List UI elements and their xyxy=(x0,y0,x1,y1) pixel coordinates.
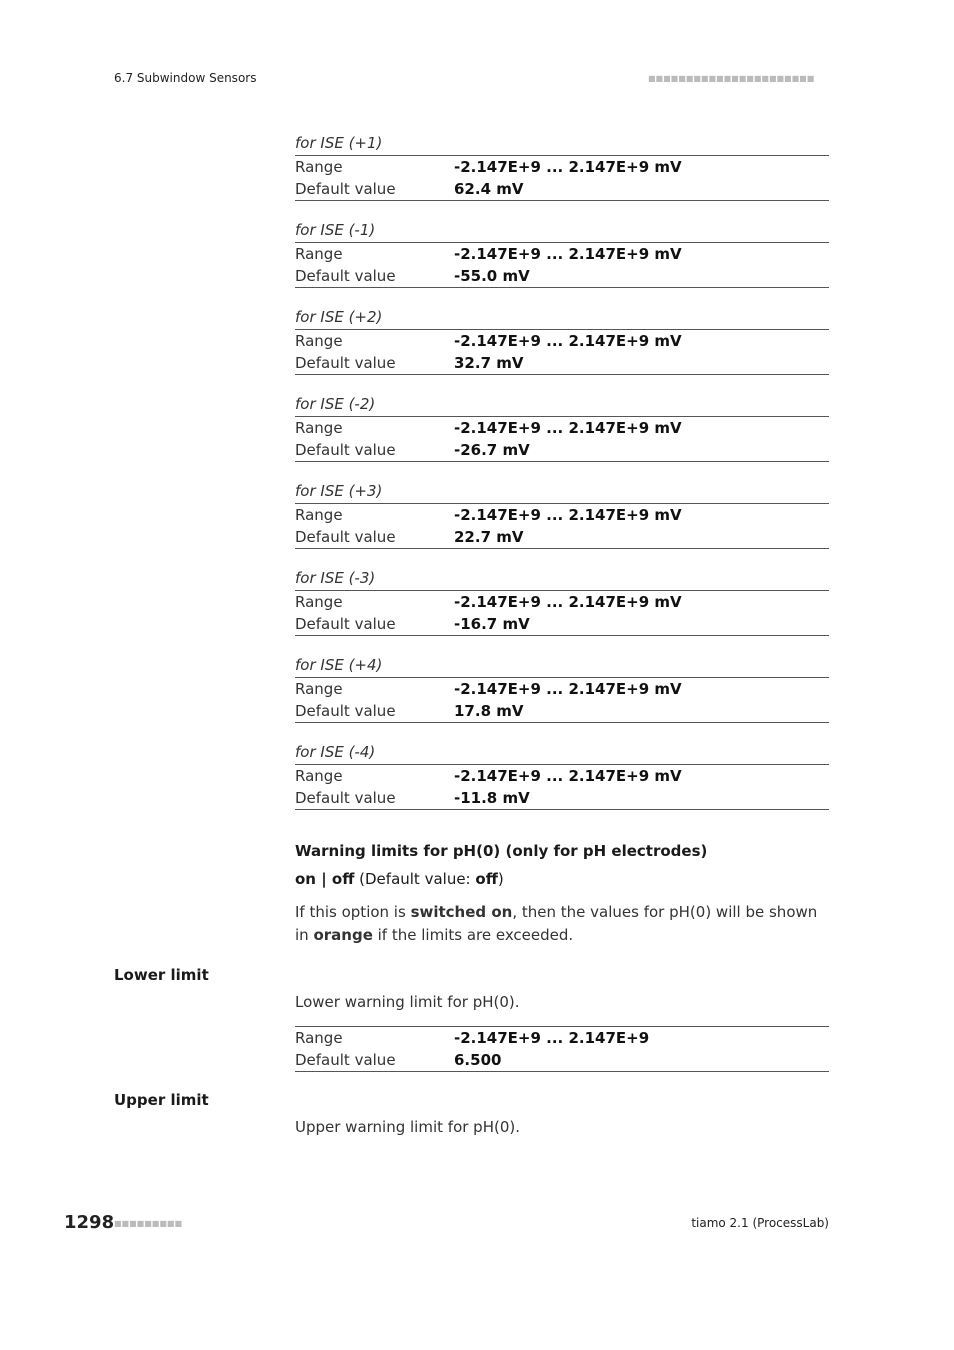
default-value: -11.8 mV xyxy=(454,789,530,807)
range-value: -2.147E+9 ... 2.147E+9 xyxy=(454,1029,650,1047)
default-row xyxy=(295,1049,829,1072)
range-row xyxy=(295,156,829,178)
upper-limit-description: Upper warning limit for pH(0). xyxy=(295,1118,520,1136)
para-text: If this option is xyxy=(295,903,411,921)
default-label: Default value xyxy=(295,180,396,198)
default-label: Default value xyxy=(295,615,396,633)
ise-table xyxy=(295,567,829,636)
para-text: , then the values for pH(0) will be shown in xyxy=(295,903,818,944)
range-label: Range xyxy=(295,593,343,611)
default-row xyxy=(295,613,829,636)
ise-table-title: for ISE (+4) xyxy=(295,654,829,678)
default-row xyxy=(295,700,829,723)
range-row xyxy=(295,417,829,439)
para-text: if the limits are exceeded. xyxy=(372,926,574,944)
range-value: -2.147E+9 ... 2.147E+9 mV xyxy=(454,680,682,698)
default-suffix: ) xyxy=(497,870,504,888)
range-value: -2.147E+9 ... 2.147E+9 mV xyxy=(454,332,682,350)
ise-table-title: for ISE (-3) xyxy=(295,567,829,591)
warning-options xyxy=(295,870,504,888)
default-value: 17.8 mV xyxy=(454,702,524,720)
para-bold: orange xyxy=(313,926,373,944)
range-label: Range xyxy=(295,767,343,785)
range-value: -2.147E+9 ... 2.147E+9 mV xyxy=(454,767,682,785)
default-row xyxy=(295,265,829,288)
option-separator: | xyxy=(315,870,332,888)
ise-table xyxy=(295,393,829,462)
default-label: Default value xyxy=(295,441,396,459)
ise-table-title: for ISE (+1) xyxy=(295,132,829,156)
ise-table-title: for ISE (-1) xyxy=(295,219,829,243)
ise-table-title: for ISE (-2) xyxy=(295,393,829,417)
default-label: Default value xyxy=(295,354,396,372)
ise-parameter-tables xyxy=(295,132,829,828)
ise-table xyxy=(295,480,829,549)
lower-limit-description: Lower warning limit for pH(0). xyxy=(295,993,520,1011)
default-row xyxy=(295,526,829,549)
default-label: Default value xyxy=(295,267,396,285)
default-value: -26.7 mV xyxy=(454,441,530,459)
range-label: Range xyxy=(295,1029,343,1047)
ise-table-title: for ISE (-4) xyxy=(295,741,829,765)
ise-table xyxy=(295,654,829,723)
ise-table xyxy=(295,741,829,810)
default-label: Default value xyxy=(295,789,396,807)
range-value: -2.147E+9 ... 2.147E+9 mV xyxy=(454,506,682,524)
warning-description xyxy=(295,901,829,947)
footer-decoration: ■■■■■■■■■ xyxy=(114,1219,183,1228)
option-off: off xyxy=(331,870,355,888)
default-value: -16.7 mV xyxy=(454,615,530,633)
range-value: -2.147E+9 ... 2.147E+9 mV xyxy=(454,419,682,437)
default-value: 32.7 mV xyxy=(454,354,524,372)
ise-table-title: for ISE (+3) xyxy=(295,480,829,504)
default-value: 22.7 mV xyxy=(454,528,524,546)
range-row xyxy=(295,678,829,700)
default-label: Default value xyxy=(295,702,396,720)
option-on: on xyxy=(295,870,316,888)
default-label: Default value xyxy=(295,528,396,546)
range-row xyxy=(295,330,829,352)
default-option-value: off xyxy=(475,870,498,888)
para-bold: switched on xyxy=(410,903,513,921)
ise-table-title: for ISE (+2) xyxy=(295,306,829,330)
range-row xyxy=(295,765,829,787)
default-label: Default value xyxy=(295,1051,396,1069)
range-label: Range xyxy=(295,680,343,698)
range-value: -2.147E+9 ... 2.147E+9 mV xyxy=(454,158,682,176)
warning-limits-title: Warning limits for pH(0) (only for pH electrodes) xyxy=(295,842,708,860)
page-number: 1298 xyxy=(64,1212,115,1233)
ise-table xyxy=(295,132,829,201)
ise-table xyxy=(295,306,829,375)
range-row xyxy=(295,504,829,526)
range-label: Range xyxy=(295,158,343,176)
lower-limit-heading: Lower limit xyxy=(114,966,209,984)
default-prefix: (Default value: xyxy=(354,870,476,888)
range-row xyxy=(295,1027,829,1049)
range-row xyxy=(295,591,829,613)
range-label: Range xyxy=(295,245,343,263)
default-row xyxy=(295,439,829,462)
range-value: -2.147E+9 ... 2.147E+9 mV xyxy=(454,245,682,263)
running-header-section: 6.7 Subwindow Sensors xyxy=(114,71,257,85)
lower-limit-table xyxy=(295,1026,829,1072)
range-label: Range xyxy=(295,419,343,437)
default-row xyxy=(295,352,829,375)
upper-limit-heading: Upper limit xyxy=(114,1091,209,1109)
default-row xyxy=(295,787,829,810)
default-row xyxy=(295,178,829,201)
default-value: 6.500 xyxy=(454,1051,502,1069)
footer-product: tiamo 2.1 (ProcessLab) xyxy=(691,1216,829,1230)
range-label: Range xyxy=(295,332,343,350)
ise-table xyxy=(295,219,829,288)
default-value: 62.4 mV xyxy=(454,180,524,198)
range-label: Range xyxy=(295,506,343,524)
default-value: -55.0 mV xyxy=(454,267,530,285)
range-value: -2.147E+9 ... 2.147E+9 mV xyxy=(454,593,682,611)
header-decoration: ■■■■■■■■■■■■■■■■■■■■■■ xyxy=(648,74,815,83)
range-row xyxy=(295,243,829,265)
